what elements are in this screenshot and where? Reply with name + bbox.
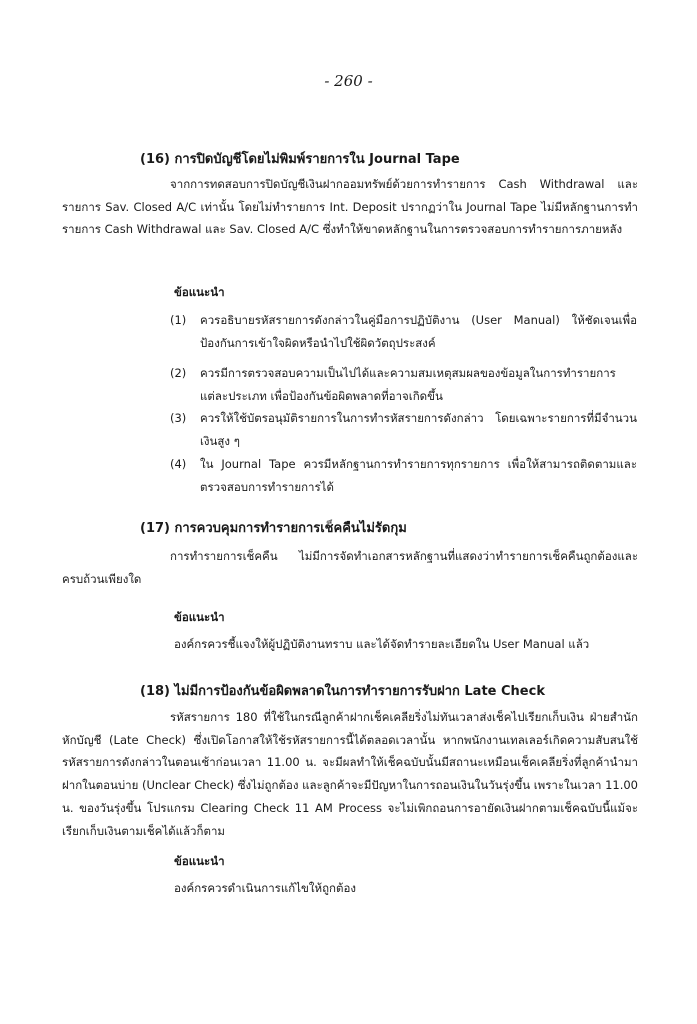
section-18-paragraph: รหัสรายการ 180 ที่ใช้ในกรณีลูกค้าฝากเช็คเคลียริ่งไม่ทันเวลาส่งเช็คไปเรียกเก็บเงิน ฝ่ายสำนักหักบัญชี (Late Check) ซึ่งเปิดโอกาสให้ใช้รหัสรายการนี้ได้ตลอดเวลานั้น หากพนักงานเทลเลอร์เกิดความสับสนใช้รหัสรายการดังกล่าวในตอนเช้าก่อนเวลา 11.00 น. จะมีผลทำให้เช็คฉบับนั้นมีสถานะเหมือนเช็คเคลียริ่งที่ลูกค้านำมาฝากในตอนบ่าย (Unclear Check) ซึ่งไม่ถูกต้อง และลูกค้าจะมีปัญหาในการถอนเงินในวันรุ่งขึ้น เพราะในเวลา 11.00 น. ของวันรุ่งขึ้น โปรแกรม Clearing Check 11 AM Process จะไม่เพิกถอนการอายัดเงินฝากตามเช็คฉบับนี้แม้จะเรียกเก็บเงินตามเช็คได้แล้วก็ตาม xyxy=(62,710,638,838)
advice-item-text: ควรอธิบายรหัสรายการดังกล่าวในคู่มือการปฏิบัติงาน (User Manual) ให้ชัดเจนเพื่อป้องกันการเข้าใจผิดหรือนำไปใช้ผิดวัตถุประสงค์ xyxy=(200,313,637,350)
page-number: - 260 - xyxy=(324,72,373,90)
section-17-advice-label: ข้อแนะนำ xyxy=(174,610,225,624)
advice-item-2 xyxy=(170,362,640,408)
advice-item-text: ควรมีการตรวจสอบความเป็นไปได้และความสมเหตุสมผลของข้อมูลในการทำรายการแต่ละประเภท เพื่อป้องกันข้อผิดพลาดที่อาจเกิดขึ้น xyxy=(200,366,616,403)
advice-item-text: ใน Journal Tape ควรมีหลักฐานการทำรายการทุกรายการ เพื่อให้สามารถติดตามและตรวจสอบการทำรายการได้ xyxy=(200,457,637,494)
section-18-advice-text: องค์กรควรดำเนินการแก้ไขให้ถูกต้อง xyxy=(174,881,356,895)
advice-item-number: (1) xyxy=(170,313,187,327)
advice-item-number: (2) xyxy=(170,366,187,380)
section-16-heading: (16) การปิดบัญชีโดยไม่พิมพ์รายการใน Journal Tape xyxy=(140,152,460,167)
section-18-heading: (18) ไม่มีการป้องกันข้อผิดพลาดในการทำรายการรับฝาก Late Check xyxy=(140,684,545,699)
advice-item-text: ควรให้ใช้บัตรอนุมัติรายการในการทำรหัสรายการดังกล่าว โดยเฉพาะรายการที่มีจำนวนเงินสูง ๆ xyxy=(200,411,637,448)
advice-item-number: (4) xyxy=(170,457,187,471)
section-16-paragraph: จากการทดสอบการปิดบัญชีเงินฝากออมทรัพย์ด้วยการทำรายการ Cash Withdrawal และรายการ Sav. Closed A/C เท่านั้น โดยไม่ทำรายการ Int. Deposit ปรากฏว่าใน Journal Tape ไม่มีหลักฐานการทำรายการ Cash Withdrawal และ Sav. Closed A/C ซึ่งทำให้ขาดหลักฐานในการตรวจสอบการทำรายการภายหลัง xyxy=(62,177,638,237)
section-17-heading: (17) การควบคุมการทำรายการเช็คคืนไม่รัดกุม xyxy=(140,521,407,536)
section-18-advice-label: ข้อแนะนำ xyxy=(174,854,225,868)
advice-item-1 xyxy=(170,309,640,355)
advice-item-number: (3) xyxy=(170,411,187,425)
section-17-paragraph: การทำรายการเช็คคืน ไม่มีการจัดทำเอกสารหลักฐานที่แสดงว่าทำรายการเช็คคืนถูกต้องและครบถ้วนเพียงใด xyxy=(62,549,638,586)
advice-item-4 xyxy=(170,453,640,499)
section-17-advice-text: องค์กรควรชี้แจงให้ผู้ปฏิบัติงานทราบ และได้จัดทำรายละเอียดใน User Manual แล้ว xyxy=(174,637,590,651)
advice-item-3 xyxy=(170,407,640,453)
section-16-advice-label: ข้อแนะนำ xyxy=(174,285,225,299)
